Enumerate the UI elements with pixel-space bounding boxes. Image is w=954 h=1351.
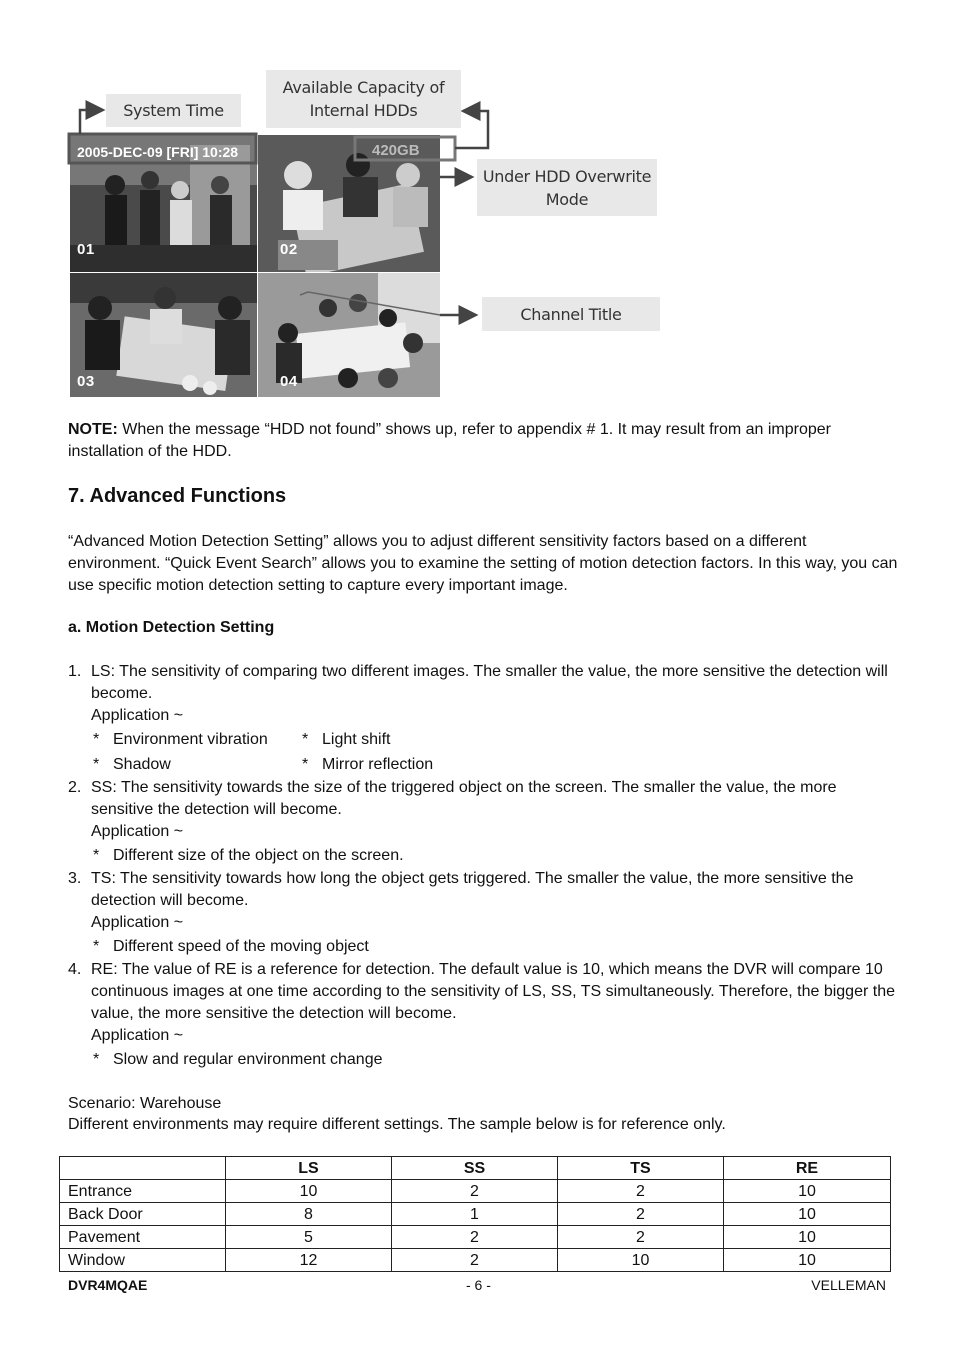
bullet-item: * Mirror reflection (302, 754, 433, 776)
application-label: Application ~ (91, 823, 184, 840)
callout-channel-title: Channel Title (482, 297, 660, 331)
footer-page-number: - 6 - (466, 1277, 491, 1293)
list-number: 4. (68, 961, 82, 978)
table-cell: 10 (724, 1203, 891, 1226)
table-cell: 10 (724, 1249, 891, 1272)
time-highlight-box (69, 134, 256, 163)
table-cell: 2 (392, 1226, 558, 1249)
motion-settings-table (59, 1156, 891, 1272)
table-cell: 5 (226, 1226, 392, 1249)
asterisk-icon: * (93, 1051, 100, 1068)
table-cell: 2 (558, 1203, 724, 1226)
table-cell: 2 (558, 1226, 724, 1249)
osd-capacity: 420GB (372, 142, 420, 159)
table-header-row (60, 1157, 891, 1180)
list-item-ss (68, 777, 898, 843)
header-cell-re: RE (724, 1157, 891, 1180)
asterisk-icon: * (93, 731, 100, 748)
application-label: Application ~ (91, 707, 184, 724)
table-cell: 2 (392, 1249, 558, 1272)
footer-brand: VELLEMAN (811, 1277, 886, 1293)
list-item-ts (68, 868, 898, 934)
scenario-title: Scenario: Warehouse (68, 1095, 222, 1112)
header-cell (60, 1157, 226, 1180)
osd-system-time: 2005-DEC-09 [FRI] 10:28 (77, 144, 239, 160)
callout-available-capacity: Available Capacity of Internal HDDs (266, 70, 461, 128)
table-cell: 10 (558, 1249, 724, 1272)
table-cell: 10 (724, 1180, 891, 1203)
scenario-note: Different environments may require different settings. The sample below is for reference only. (68, 1116, 726, 1133)
table-cell: 8 (226, 1203, 392, 1226)
section-heading: 7. Advanced Functions (68, 485, 287, 507)
asterisk-icon: * (93, 847, 100, 864)
application-label: Application ~ (91, 1027, 184, 1044)
note-label: NOTE: (68, 421, 118, 438)
bullet-item: * Slow and regular environment change (93, 1049, 383, 1071)
list-text: RE: The value of RE is a reference for detection. The default value is 10, which means the DVR will compare 10 continuous images at one time according to the sensitivity of LS, SS, TS simultaneously. Therefore, the bigger the value, the more sensitive the detection will become. (91, 961, 895, 1022)
callout-hdd-overwrite: Under HDD Overwrite Mode (477, 159, 657, 216)
table-cell: 2 (392, 1180, 558, 1203)
header-cell-ts: TS (558, 1157, 724, 1180)
channel-label-02: 02 (280, 241, 298, 258)
row-label: Entrance (60, 1180, 226, 1203)
table-cell: 10 (724, 1226, 891, 1249)
table-row (60, 1226, 891, 1249)
subsection-heading: a. Motion Detection Setting (68, 619, 275, 636)
channel-label-04: 04 (280, 373, 298, 390)
channel-label-03: 03 (77, 373, 95, 390)
capacity-highlight-box (355, 137, 455, 160)
asterisk-icon: * (93, 756, 100, 773)
bullet-item: * Light shift (302, 729, 390, 751)
table-row (60, 1203, 891, 1226)
asterisk-icon: * (93, 938, 100, 955)
row-label: Pavement (60, 1226, 226, 1249)
table-cell: 12 (226, 1249, 392, 1272)
row-label: Back Door (60, 1203, 226, 1226)
list-text: LS: The sensitivity of comparing two different images. The smaller the value, the more sensitive the detection will become. (91, 663, 888, 702)
table-row (60, 1180, 891, 1203)
note-text: When the message “HDD not found” shows up, refer to appendix # 1. It may result from an improper installation of the HDD. (68, 421, 831, 460)
bullet-item: * Different speed of the moving object (93, 936, 369, 958)
table-cell: 2 (558, 1180, 724, 1203)
asterisk-icon: * (302, 731, 309, 748)
row-label: Window (60, 1249, 226, 1272)
bullet-item: * Shadow (93, 754, 171, 776)
footer-model: DVR4MQAE (68, 1277, 148, 1293)
header-cell-ss: SS (392, 1157, 558, 1180)
header-cell-ls: LS (226, 1157, 392, 1180)
list-text: SS: The sensitivity towards the size of the triggered object on the screen. The smaller the value, the more sensitive the detection will become. (91, 779, 837, 818)
table-row (60, 1249, 891, 1272)
list-text: TS: The sensitivity towards how long the object gets triggered. The smaller the value, the more sensitive the detection will become. (91, 870, 854, 909)
list-item-ls (68, 661, 898, 727)
bullet-item: * Different size of the object on the screen. (93, 845, 404, 867)
note-paragraph (68, 419, 898, 463)
list-item-re (68, 959, 898, 1047)
list-number: 2. (68, 779, 82, 796)
list-number: 3. (68, 870, 82, 887)
bullet-item: * Environment vibration (93, 729, 268, 751)
table-cell: 1 (392, 1203, 558, 1226)
list-number: 1. (68, 663, 82, 680)
callout-system-time: System Time (106, 94, 241, 127)
application-label: Application ~ (91, 914, 184, 931)
channel-label-01: 01 (77, 241, 95, 258)
section-intro: “Advanced Motion Detection Setting” allows you to adjust different sensitivity factors based on a different environment. “Quick Event Search” allows you to examine the setting of motion detection factors. In this way, you can use specific motion detection setting to capture every important image. (68, 533, 898, 594)
table-cell: 10 (226, 1180, 392, 1203)
asterisk-icon: * (302, 756, 309, 773)
